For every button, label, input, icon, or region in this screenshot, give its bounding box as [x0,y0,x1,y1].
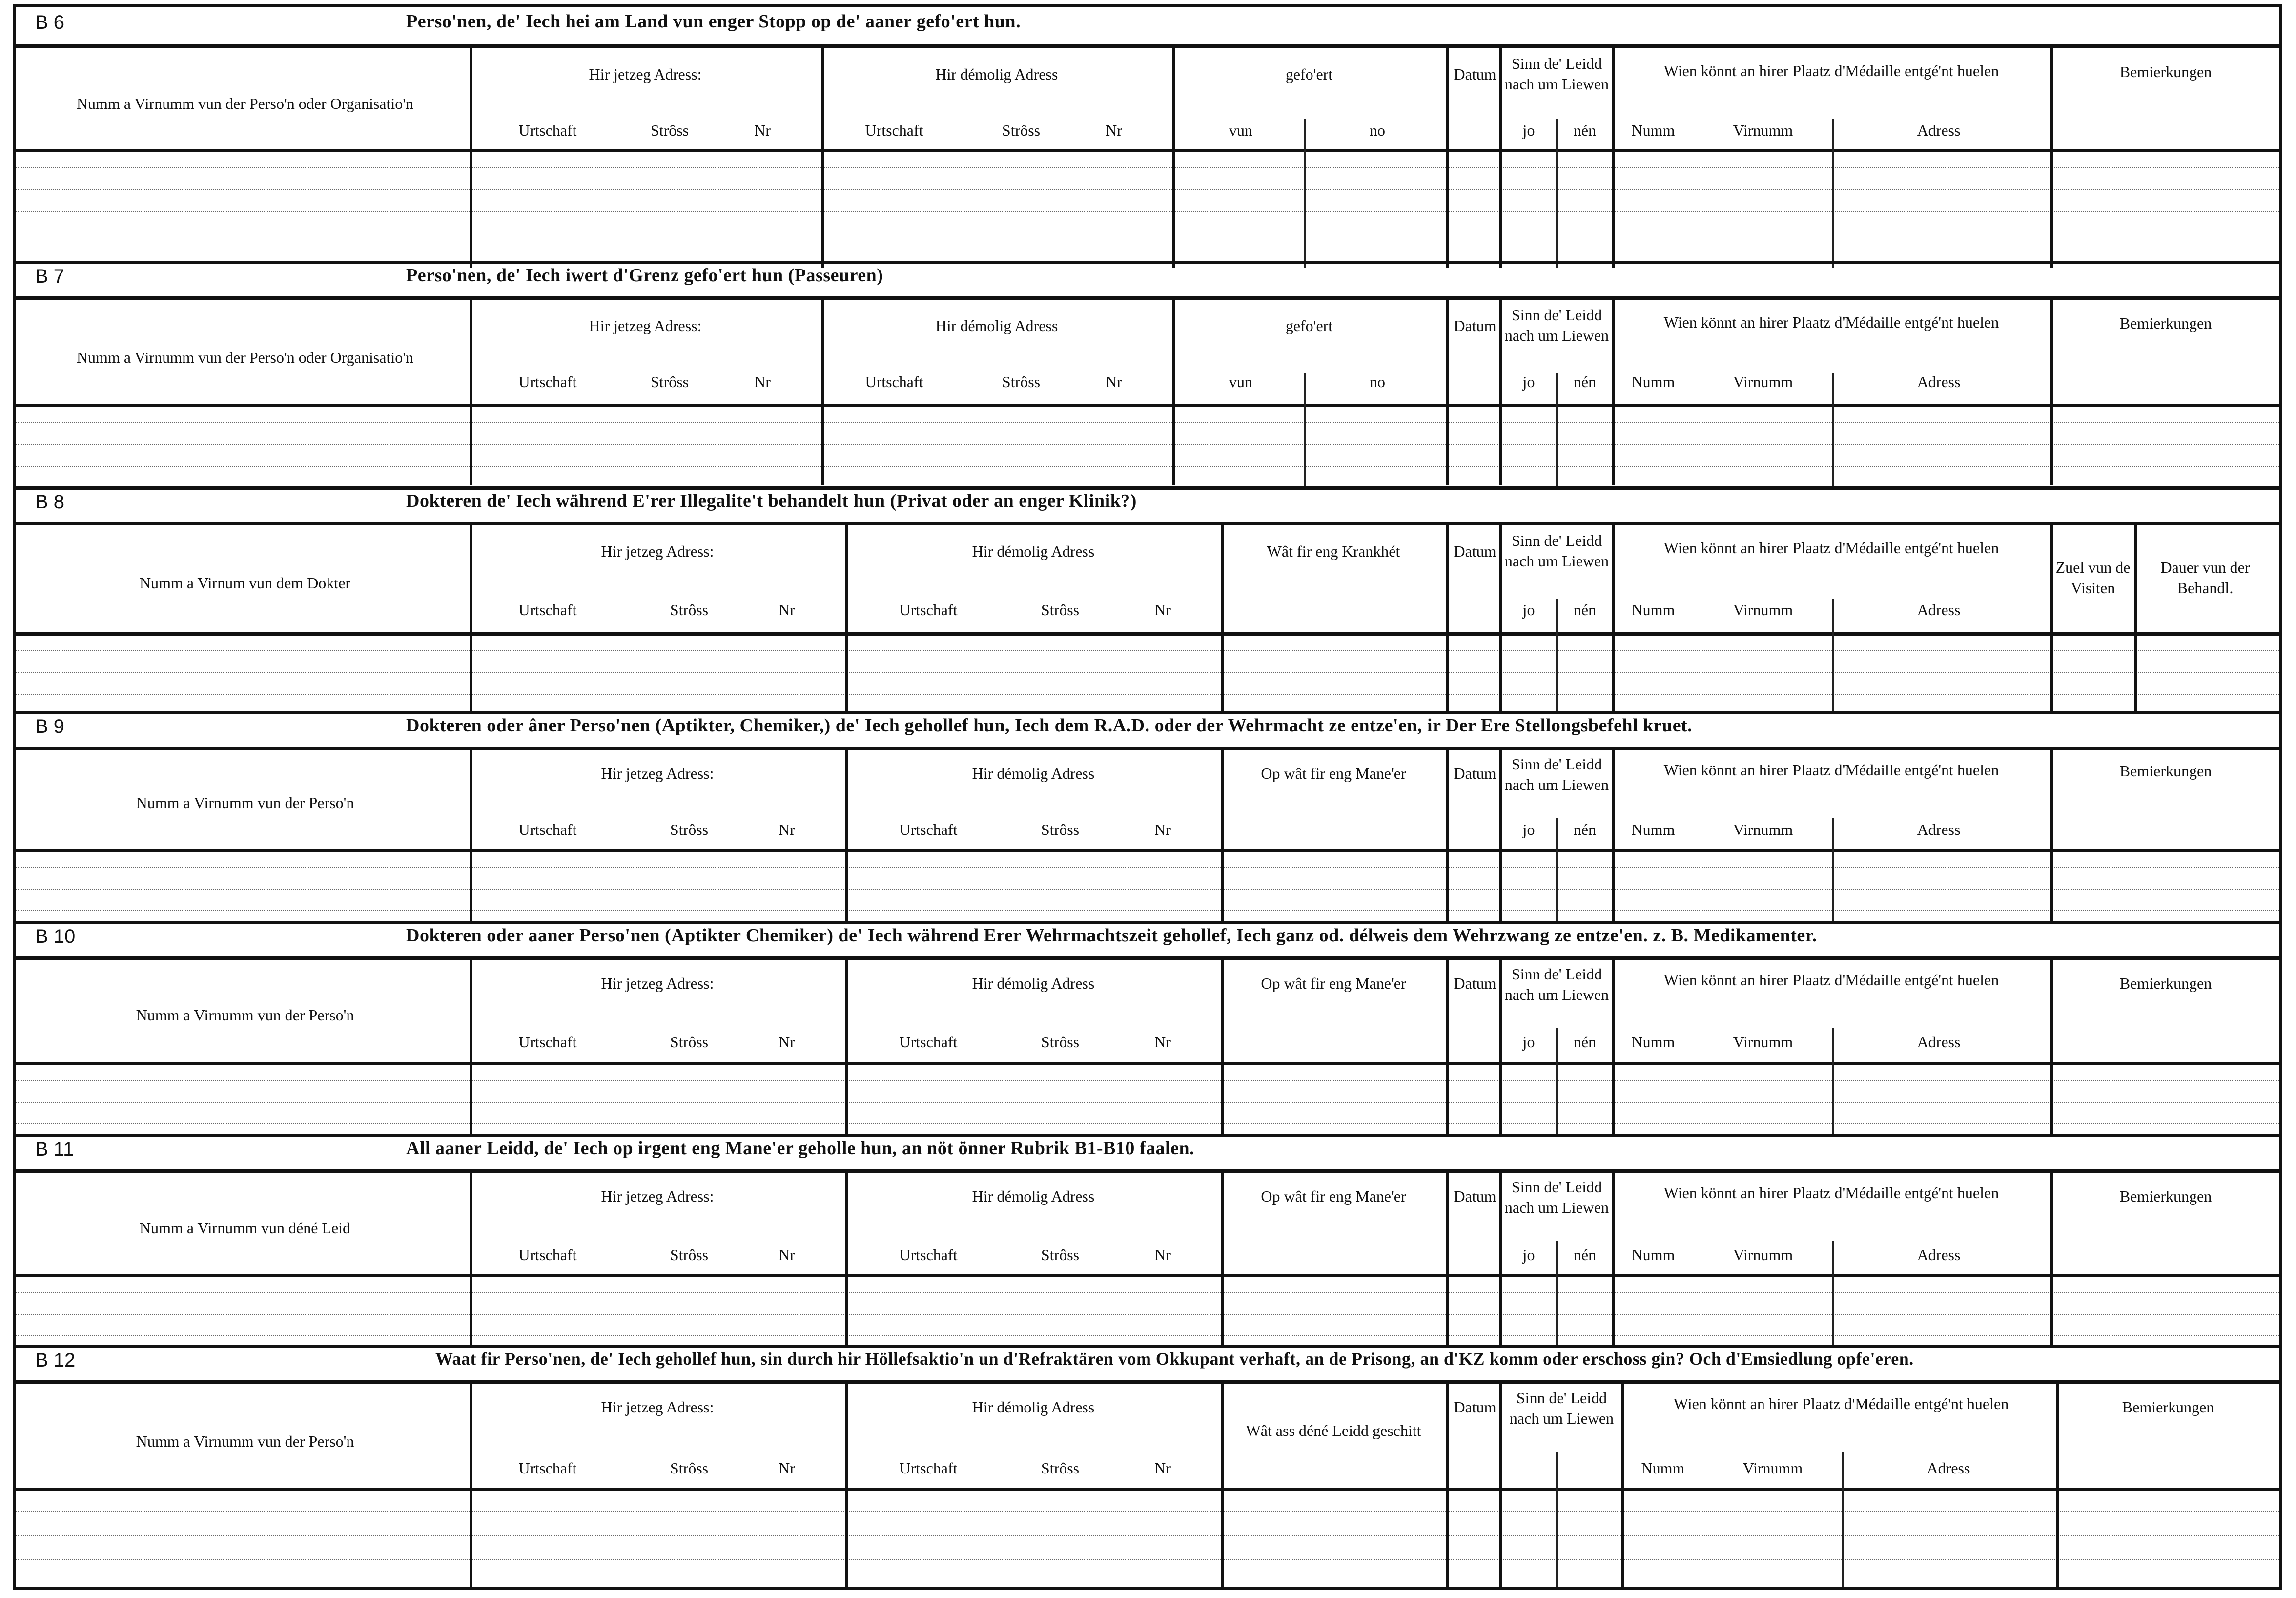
col-yes: jo [1522,373,1535,391]
form-frame [13,4,2282,1590]
section-header [16,711,2279,750]
section-b11 [16,1134,2279,1345]
col-died: Sinn de' Leidd nach um Liewen [1504,1178,1609,1216]
col-medal-address: Adress [1917,821,1961,838]
col-street: Strôss [670,821,709,838]
col-medal-first: Virnumm [1733,373,1793,391]
col-medal-name: Numm [1631,1246,1675,1264]
col-name: Numm a Virnumm vun der Perso'n oder Organisatio'n [76,95,414,112]
col-number: Nr [779,1033,795,1051]
col-name: Numm a Virnumm vun der Perso'n [136,794,354,811]
col-medal-address: Adress [1917,1033,1961,1051]
col-remarks: Bemierkungen [2119,1187,2212,1205]
col-yes: jo [1522,601,1535,619]
col-medal-address: Adress [1927,1459,1970,1477]
col-number: Nr [779,601,795,619]
col-medal-address: Adress [1917,601,1961,619]
section-b8 [16,486,2279,711]
col-town: Urtschaft [899,601,958,619]
col-medal: Wien könnt an hirer Plaatz d'Médaille entgé'nt huelen [1663,1184,1999,1202]
col-name: Numm a Virnumm vun déné Leid [139,1219,351,1237]
col-number: Nr [1106,373,1122,391]
col-town: Urtschaft [865,373,923,391]
col-duration: Dauer vun der Behandl. [2160,559,2250,597]
col-medal-name: Numm [1641,1459,1685,1477]
col-visits: Zuel vun de Visiten [2055,559,2131,597]
col-illness: Wât fir eng Krankhét [1267,542,1400,560]
col-medal-name: Numm [1631,821,1675,838]
section-title: Perso'nen, de' Iech iwert d'Grenz gefo'ert hun (Passeuren) [406,265,883,286]
section-b10 [16,921,2279,1134]
col-town: Urtschaft [899,821,958,838]
col-current-address: Hir jetzeg Adress: [601,975,714,992]
section-code: B 11 [35,1139,74,1160]
col-former-address: Hir démolig Adress [935,317,1058,334]
section-b7 [16,261,2279,486]
col-current-address: Hir jetzeg Adress: [601,542,714,560]
col-medal-first: Virnumm [1733,122,1793,139]
col-town: Urtschaft [518,373,577,391]
col-no: nén [1573,1033,1597,1051]
col-to: no [1370,373,1385,391]
col-date: Datum [1454,1398,1496,1416]
col-no: nén [1573,601,1597,619]
col-no: nén [1573,373,1597,391]
col-street: Strôss [1041,601,1080,619]
col-medal-name: Numm [1631,373,1675,391]
col-number: Nr [1154,1459,1171,1477]
section-code: B 9 [35,716,65,737]
entry-rows [16,852,2279,916]
col-number: Nr [779,1246,795,1264]
col-number: Nr [779,1459,795,1477]
col-current-address: Hir jetzeg Adress: [589,317,702,334]
section-title: Dokteren oder âner Perso'nen (Aptikter, Chemiker,) de' Iech gehollef hun, Iech dem R.A.D. oder der Wehrmacht ze entze'en, ir Der Ere Stellongsbefehl kruet. [406,715,1693,736]
col-no: nén [1573,122,1597,139]
col-number: Nr [1154,601,1171,619]
col-medal-address: Adress [1917,122,1961,139]
col-current-address: Hir jetzeg Adress: [601,1398,714,1416]
col-town: Urtschaft [518,1246,577,1264]
entry-rows [16,636,2279,709]
col-town: Urtschaft [899,1246,958,1264]
section-code: B 6 [35,12,65,33]
col-name: Numm a Virnumm vun der Perso'n [136,1006,354,1024]
col-number: Nr [1154,1033,1171,1051]
section-b6 [16,7,2279,261]
col-number: Nr [779,821,795,838]
col-date: Datum [1454,542,1496,560]
col-street: Strôss [650,373,689,391]
col-town: Urtschaft [518,1033,577,1051]
col-former-address: Hir démolig Adress [935,65,1058,83]
col-town: Urtschaft [899,1459,958,1477]
col-street: Strôss [670,1033,709,1051]
col-street: Strôss [1041,1459,1080,1477]
col-transported: gefo'ert [1285,317,1333,334]
section-code: B 12 [35,1349,76,1371]
col-number: Nr [1154,1246,1171,1264]
col-number: Nr [1154,821,1171,838]
col-medal-first: Virnumm [1733,601,1793,619]
section-header [16,1345,2279,1384]
col-manner: Op wât fir eng Mane'er [1261,975,1406,992]
col-manner: Op wât fir eng Mane'er [1261,1187,1406,1205]
section-header [16,261,2279,300]
entry-rows [16,1491,2279,1584]
col-medal: Wien könnt an hirer Plaatz d'Médaille entgé'nt huelen [1663,62,1999,80]
col-from: vun [1229,122,1252,139]
col-no: nén [1573,1246,1597,1264]
col-town: Urtschaft [899,1033,958,1051]
col-yes: jo [1522,821,1535,838]
entry-rows [16,407,2279,480]
col-street: Strôss [1002,373,1041,391]
col-former-address: Hir démolig Adress [972,1187,1095,1205]
section-header [16,7,2279,48]
col-remarks: Bemierkungen [2119,762,2212,780]
col-current-address: Hir jetzeg Adress: [601,1187,714,1205]
col-died: Sinn de' Leidd nach um Liewen [1504,755,1609,793]
section-code: B 8 [35,491,65,513]
col-street: Strôss [670,601,709,619]
col-date: Datum [1454,765,1496,782]
col-street: Strôss [670,1459,709,1477]
col-street: Strôss [670,1246,709,1264]
col-medal-first: Virnumm [1733,1033,1793,1051]
section-code: B 10 [35,926,76,947]
entry-rows [16,1065,2279,1129]
col-town: Urtschaft [865,122,923,139]
col-street: Strôss [1041,1033,1080,1051]
col-town: Urtschaft [518,601,577,619]
col-date: Datum [1454,65,1496,83]
section-header [16,921,2279,960]
col-medal-first: Virnumm [1733,821,1793,838]
col-street: Strôss [1041,821,1080,838]
col-died: Sinn de' Leidd nach um Liewen [1504,965,1609,1003]
col-current-address: Hir jetzeg Adress: [589,65,702,83]
section-code: B 7 [35,266,65,287]
col-remarks: Bemierkungen [2119,975,2212,992]
col-medal: Wien könnt an hirer Plaatz d'Médaille entgé'nt huelen [1673,1395,2009,1412]
col-former-address: Hir démolig Adress [972,1398,1095,1416]
section-title: Dokteren de' Iech während E'rer Illegalite't behandelt hun (Privat oder an enger Klinik?) [406,491,1137,511]
col-street: Strôss [650,122,689,139]
col-town: Urtschaft [518,122,577,139]
section-title: Waat fir Perso'nen, de' Iech gehollef hun, sin durch hir Höllefsaktio'n un d'Refraktären vom Okkupant verhaft, an de Prisong, an d'KZ komm oder erschoss gin? Och d'Emsiedlung opfe'eren. [435,1349,1914,1369]
col-remarks: Bemierkungen [2119,63,2212,81]
col-medal-first: Virnumm [1733,1246,1793,1264]
col-medal: Wien könnt an hirer Plaatz d'Médaille entgé'nt huelen [1663,313,1999,331]
col-street: Strôss [1041,1246,1080,1264]
col-street: Strôss [1002,122,1041,139]
col-remarks: Bemierkungen [2119,314,2212,332]
section-title: All aaner Leidd, de' Iech op irgent eng Mane'er geholle hun, an nöt önner Rubrik B1-B10 faalen. [406,1138,1195,1159]
col-former-address: Hir démolig Adress [972,542,1095,560]
section-b12 [16,1345,2279,1587]
section-header [16,486,2279,525]
col-transported: gefo'ert [1285,65,1333,83]
col-date: Datum [1454,975,1496,992]
col-yes: jo [1522,122,1535,139]
col-name: Numm a Virnum vun dem Dokter [139,574,351,592]
entry-rows [16,1277,2279,1341]
section-header [16,1134,2279,1173]
col-date: Datum [1454,1187,1496,1205]
col-medal: Wien könnt an hirer Plaatz d'Médaille entgé'nt huelen [1663,761,1999,779]
col-medal: Wien könnt an hirer Plaatz d'Médaille entgé'nt huelen [1663,539,1999,557]
col-died: Sinn de' Leidd nach um Liewen [1504,55,1609,93]
col-former-address: Hir démolig Adress [972,765,1095,782]
section-title: Perso'nen, de' Iech hei am Land vun enger Stopp op de' aaner gefo'ert hun. [406,11,1021,32]
col-to: no [1370,122,1385,139]
col-name: Numm a Virnumm vun der Perso'n [136,1432,354,1450]
col-from: vun [1229,373,1252,391]
col-remarks: Bemierkungen [2122,1398,2214,1416]
col-current-address: Hir jetzeg Adress: [601,765,714,782]
col-number: Nr [1106,122,1122,139]
col-name: Numm a Virnumm vun der Perso'n oder Organisatio'n [76,349,414,366]
col-medal: Wien könnt an hirer Plaatz d'Médaille entgé'nt huelen [1663,971,1999,989]
col-date: Datum [1454,317,1496,334]
col-town: Urtschaft [518,821,577,838]
entry-rows [16,152,2279,221]
col-suffered: Wât ass déné Leidd geschitt [1246,1422,1421,1439]
col-number: Nr [754,373,771,391]
col-manner: Op wât fir eng Mane'er [1261,765,1406,782]
col-died: Sinn de' Leidd nach um Liewen [1509,1389,1614,1427]
col-medal-first: Virnumm [1742,1459,1803,1477]
col-died: Sinn de' Leidd nach um Liewen [1504,532,1609,570]
col-medal-address: Adress [1917,1246,1961,1264]
col-died: Sinn de' Leidd nach um Liewen [1504,306,1609,344]
col-number: Nr [754,122,771,139]
col-medal-address: Adress [1917,373,1961,391]
section-title: Dokteren oder aaner Perso'nen (Aptikter Chemiker) de' Iech während Erer Wehrmachtszeit gehollef, Iech ganz od. délweis dem Wehrzwang ze entze'en. z. B. Medikamenter. [406,925,1817,946]
col-yes: jo [1522,1246,1535,1264]
col-no: nén [1573,821,1597,838]
col-medal-name: Numm [1631,601,1675,619]
col-former-address: Hir démolig Adress [972,975,1095,992]
col-yes: jo [1522,1033,1535,1051]
col-medal-name: Numm [1631,122,1675,139]
section-b9 [16,711,2279,921]
col-medal-name: Numm [1631,1033,1675,1051]
col-town: Urtschaft [518,1459,577,1477]
